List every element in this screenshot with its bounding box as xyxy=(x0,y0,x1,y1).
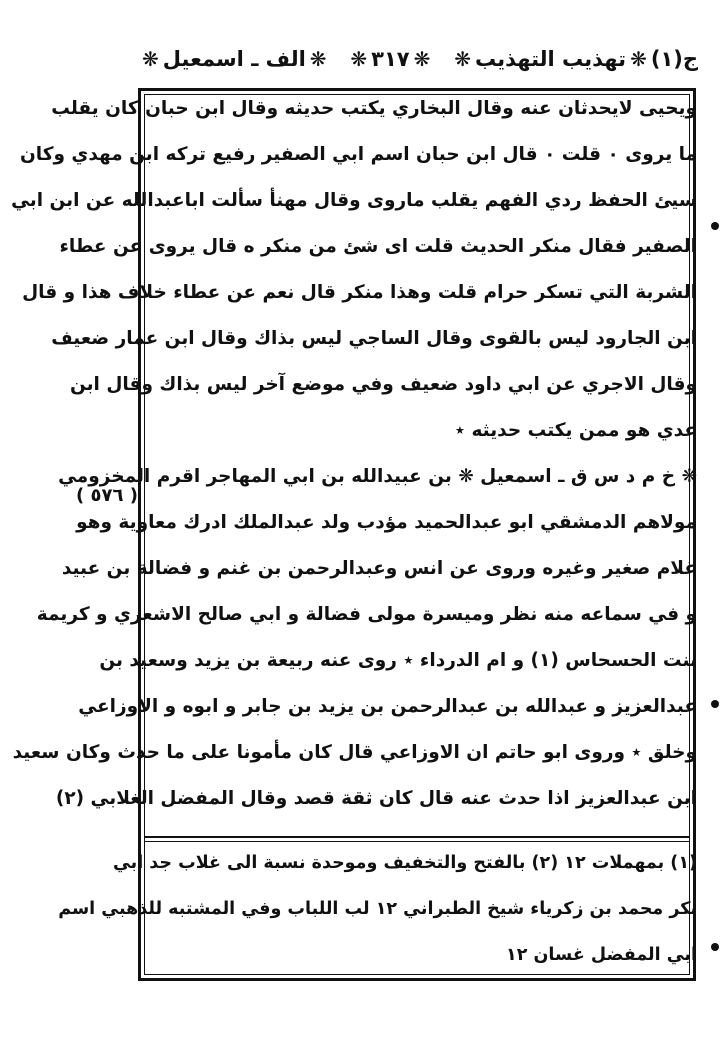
text-line: ابن الجارود ليس بالقوى وقال الساجي ليس بذاك وقال ابن عمار ضعيف xyxy=(51,328,697,349)
volume-label: ج(١) xyxy=(650,47,698,71)
text-line: سيئ الحفظ ردي الفهم يقلب ماروى وقال مهنأ سألت اباعبدالله عن ابن ابي xyxy=(11,190,697,211)
header-center-group xyxy=(346,47,434,71)
text-line: و في سماعه منه نظر وميسرة مولى فضالة و ابي صالح الاشعري و كريمة xyxy=(36,604,697,625)
text-line: غلام صغير وغيره وروى عن انس وعبدالرحمن بن غنم و فضالة بن عبيد xyxy=(61,558,697,579)
ornament-icon: ❋ xyxy=(413,47,431,71)
ornament-icon: ❋ xyxy=(350,47,368,71)
margin-dot xyxy=(711,700,719,708)
entry-heading-line: ❋ خ م د س ق ـ اسمعيل ❋ بن عبيدالله بن ابي المهاجر اقرم المخزومي xyxy=(58,466,697,487)
text-line: وخلق ٭ وروى ابو حاتم ان الاوزاعي قال كان مأمونا على ما حدث وكان سعيد xyxy=(12,742,697,763)
text-line: وقال الاجري عن ابي داود ضعيف وفي موضع آخر ليس بذاك وقال ابن xyxy=(69,374,697,395)
text-line: عبدالعزيز و عبدالله بن عبدالرحمن بن يزيد بن جابر و ابوه و الاوزاعي xyxy=(78,696,697,717)
text-line: الصفير فقال منكر الحديث قلت اى شئ من منكر ه قال يروى عن عطاء xyxy=(59,236,697,257)
footnote-line: ابي المفضل غسان ١٢ xyxy=(506,945,697,965)
section-title: الف ـ اسمعيل xyxy=(162,47,306,71)
text-line: بنت الحسحاس (١) و ام الدرداء ٭ روى عنه ربيعة بن يزيد وسعيد بن xyxy=(99,650,697,671)
text-line: عدي هو ممن يكتب حديثه ٭ xyxy=(454,420,697,441)
footnote-line: بكر محمد بن زكرياء شيخ الطبراني ١٢ لب اللباب وفي المشتبه للذهبي اسم xyxy=(58,899,697,919)
ornament-icon: ❋ xyxy=(142,47,159,71)
text-line: ابن عبدالعزيز اذا حدث عنه قال كان ثقة قصد وقال المفضل الغلابي (٢) xyxy=(55,788,697,809)
text-line: مولاهم الدمشقي ابو عبدالحميد مؤدب ولد عبدالملك ادرك معاوية وهو xyxy=(76,512,697,533)
margin-dot xyxy=(711,222,719,230)
header-right-group xyxy=(450,47,698,71)
book-title: تهذيب التهذيب xyxy=(474,47,627,71)
header-left-group xyxy=(138,47,331,71)
ornament-icon: ❋ xyxy=(630,47,647,71)
margin-dot xyxy=(711,943,719,951)
text-line: الشربة التي تسكر حرام قلت وهذا منكر قال نعم عن عطاء خلاف هذا و قال xyxy=(22,282,697,303)
ornament-icon: ❋ xyxy=(309,47,327,71)
footnote-line: (١) بمهملات ١٢ (٢) بالفتح والتخفيف وموحدة نسبة الى غلاب جد ابي xyxy=(112,853,697,873)
text-line: ما يروى ٠ قلت ٠ قال ابن حبان اسم ابي الصفير رفيع تركه ابن مهدي وكان xyxy=(19,144,697,165)
page-header xyxy=(138,36,698,82)
page-number: ٣١٧ xyxy=(371,47,410,71)
ornament-icon: ❋ xyxy=(454,47,471,71)
entry-number: ( ٥٧٦ ) xyxy=(76,485,138,506)
footnote-divider xyxy=(145,836,689,838)
text-line: ويحيى لايحدثان عنه وقال البخاري يكتب حديثه وقال ابن حبان كان يقلب xyxy=(51,98,697,119)
footnote-divider-thin xyxy=(145,841,689,842)
